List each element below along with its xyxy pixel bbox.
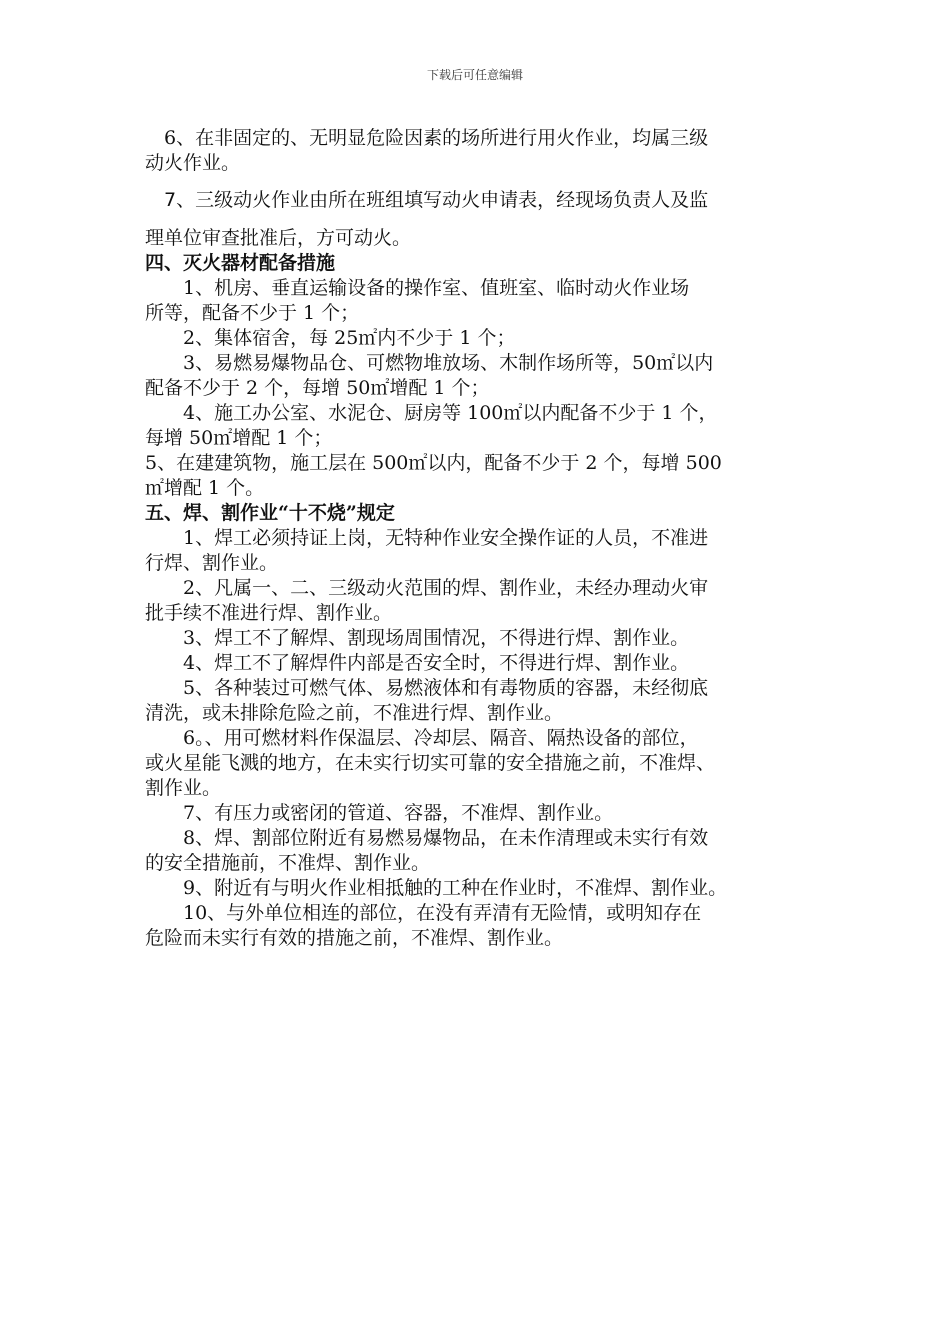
text-line: 2、集体宿舍，每 25㎡内不少于 1 个； — [145, 327, 516, 349]
text-line: 的安全措施前，不准焊、割作业。 — [145, 852, 431, 874]
text-line: 清洗，或未排除危险之前，不准进行焊、割作业。 — [145, 702, 564, 724]
text-line: 5、各种装过可燃气体、易燃液体和有毒物质的容器，未经彻底 — [145, 677, 709, 699]
text-line: 3、易燃易爆物品仓、可燃物堆放场、木制作场所等，50㎡以内 — [145, 352, 714, 374]
text-line: 割作业。 — [145, 777, 222, 799]
paragraph-rule-7 — [145, 801, 825, 826]
text-line: 2、凡属一、二、三级动火范围的焊、割作业，未经办理动火审 — [145, 577, 709, 599]
text-line: 6、在非固定的、无明显危险因素的场所进行用火作业，均属三级 — [145, 127, 709, 149]
paragraph-extinguisher-3 — [145, 351, 825, 401]
paragraph-rule-4 — [145, 651, 825, 676]
text-line: 9、附近有与明火作业相抵触的工种在作业时，不准焊、割作业。 — [145, 877, 728, 899]
text-line: 7、三级动火作业由所在班组填写动火申请表，经现场负责人及监 — [145, 189, 709, 211]
text-line: 动火作业。 — [145, 152, 241, 174]
paragraph-rule-3 — [145, 626, 825, 651]
text-line: 8、焊、割部位附近有易燃易爆物品，在未作清理或未实行有效 — [145, 827, 709, 849]
text-line: 1、机房、垂直运输设备的操作室、值班室、临时动火作业场 — [145, 277, 690, 299]
text-line: 每增 50㎡增配 1 个； — [145, 427, 333, 449]
paragraph-extinguisher-1 — [145, 276, 825, 326]
text-line: 6。、用可燃材料作保温层、冷却层、隔音、隔热设备的部位， — [145, 727, 699, 749]
text-line: 10、与外单位相连的部位，在没有弄清有无险情，或明知存在 — [145, 902, 702, 924]
paragraph-extinguisher-4 — [145, 401, 825, 451]
document-body — [145, 126, 825, 951]
paragraph-extinguisher-2 — [145, 326, 825, 351]
text-line: 配备不少于 2 个，每增 50㎡增配 1 个； — [145, 377, 490, 399]
paragraph-fire-level-3-site — [145, 126, 825, 176]
paragraph-rule-1 — [145, 526, 825, 576]
paragraph-rule-6 — [145, 726, 825, 801]
section-heading: 五、焊、割作业“十不烧”规定 — [145, 502, 395, 524]
paragraph-approval — [145, 226, 825, 251]
section-heading-extinguishers — [145, 251, 825, 276]
paragraph-rule-10 — [145, 901, 825, 951]
page-header: 下载后可任意编辑 — [426, 68, 523, 82]
text-line: 危险而未实行有效的措施之前，不准焊、割作业。 — [145, 927, 564, 949]
text-line: 3、焊工不了解焊、割现场周围情况，不得进行焊、割作业。 — [145, 627, 690, 649]
paragraph-extinguisher-5 — [145, 451, 825, 501]
text-line: 行焊、割作业。 — [145, 552, 279, 574]
text-line: 5、在建建筑物，施工层在 500㎡以内，配备不少于 2 个，每增 500 — [145, 452, 722, 474]
section-heading: 四、灭火器材配备措施 — [145, 252, 336, 274]
text-line: 批手续不准进行焊、割作业。 — [145, 602, 393, 624]
paragraph-fire-level-3-application — [145, 188, 825, 213]
text-line: 或火星能飞溅的地方，在未实行切实可靠的安全措施之前，不准焊、 — [145, 752, 716, 774]
text-line: ㎡增配 1 个。 — [145, 477, 265, 499]
text-line: 7、有压力或密闭的管道、容器，不准焊、割作业。 — [145, 802, 614, 824]
text-line: 理单位审查批准后，方可动火。 — [145, 227, 412, 249]
paragraph-rule-5 — [145, 676, 825, 726]
text-line: 所等，配备不少于 1 个； — [145, 302, 360, 324]
text-line: 4、施工办公室、水泥仓、厨房等 100㎡以内配备不少于 1 个， — [145, 402, 718, 424]
paragraph-rule-2 — [145, 576, 825, 626]
section-heading-ten-no-welding — [145, 501, 825, 526]
paragraph-rule-8 — [145, 826, 825, 876]
paragraph-rule-9 — [145, 876, 825, 901]
text-line: 1、焊工必须持证上岗，无特种作业安全操作证的人员，不准进 — [145, 527, 709, 549]
text-line: 4、焊工不了解焊件内部是否安全时，不得进行焊、割作业。 — [145, 652, 690, 674]
